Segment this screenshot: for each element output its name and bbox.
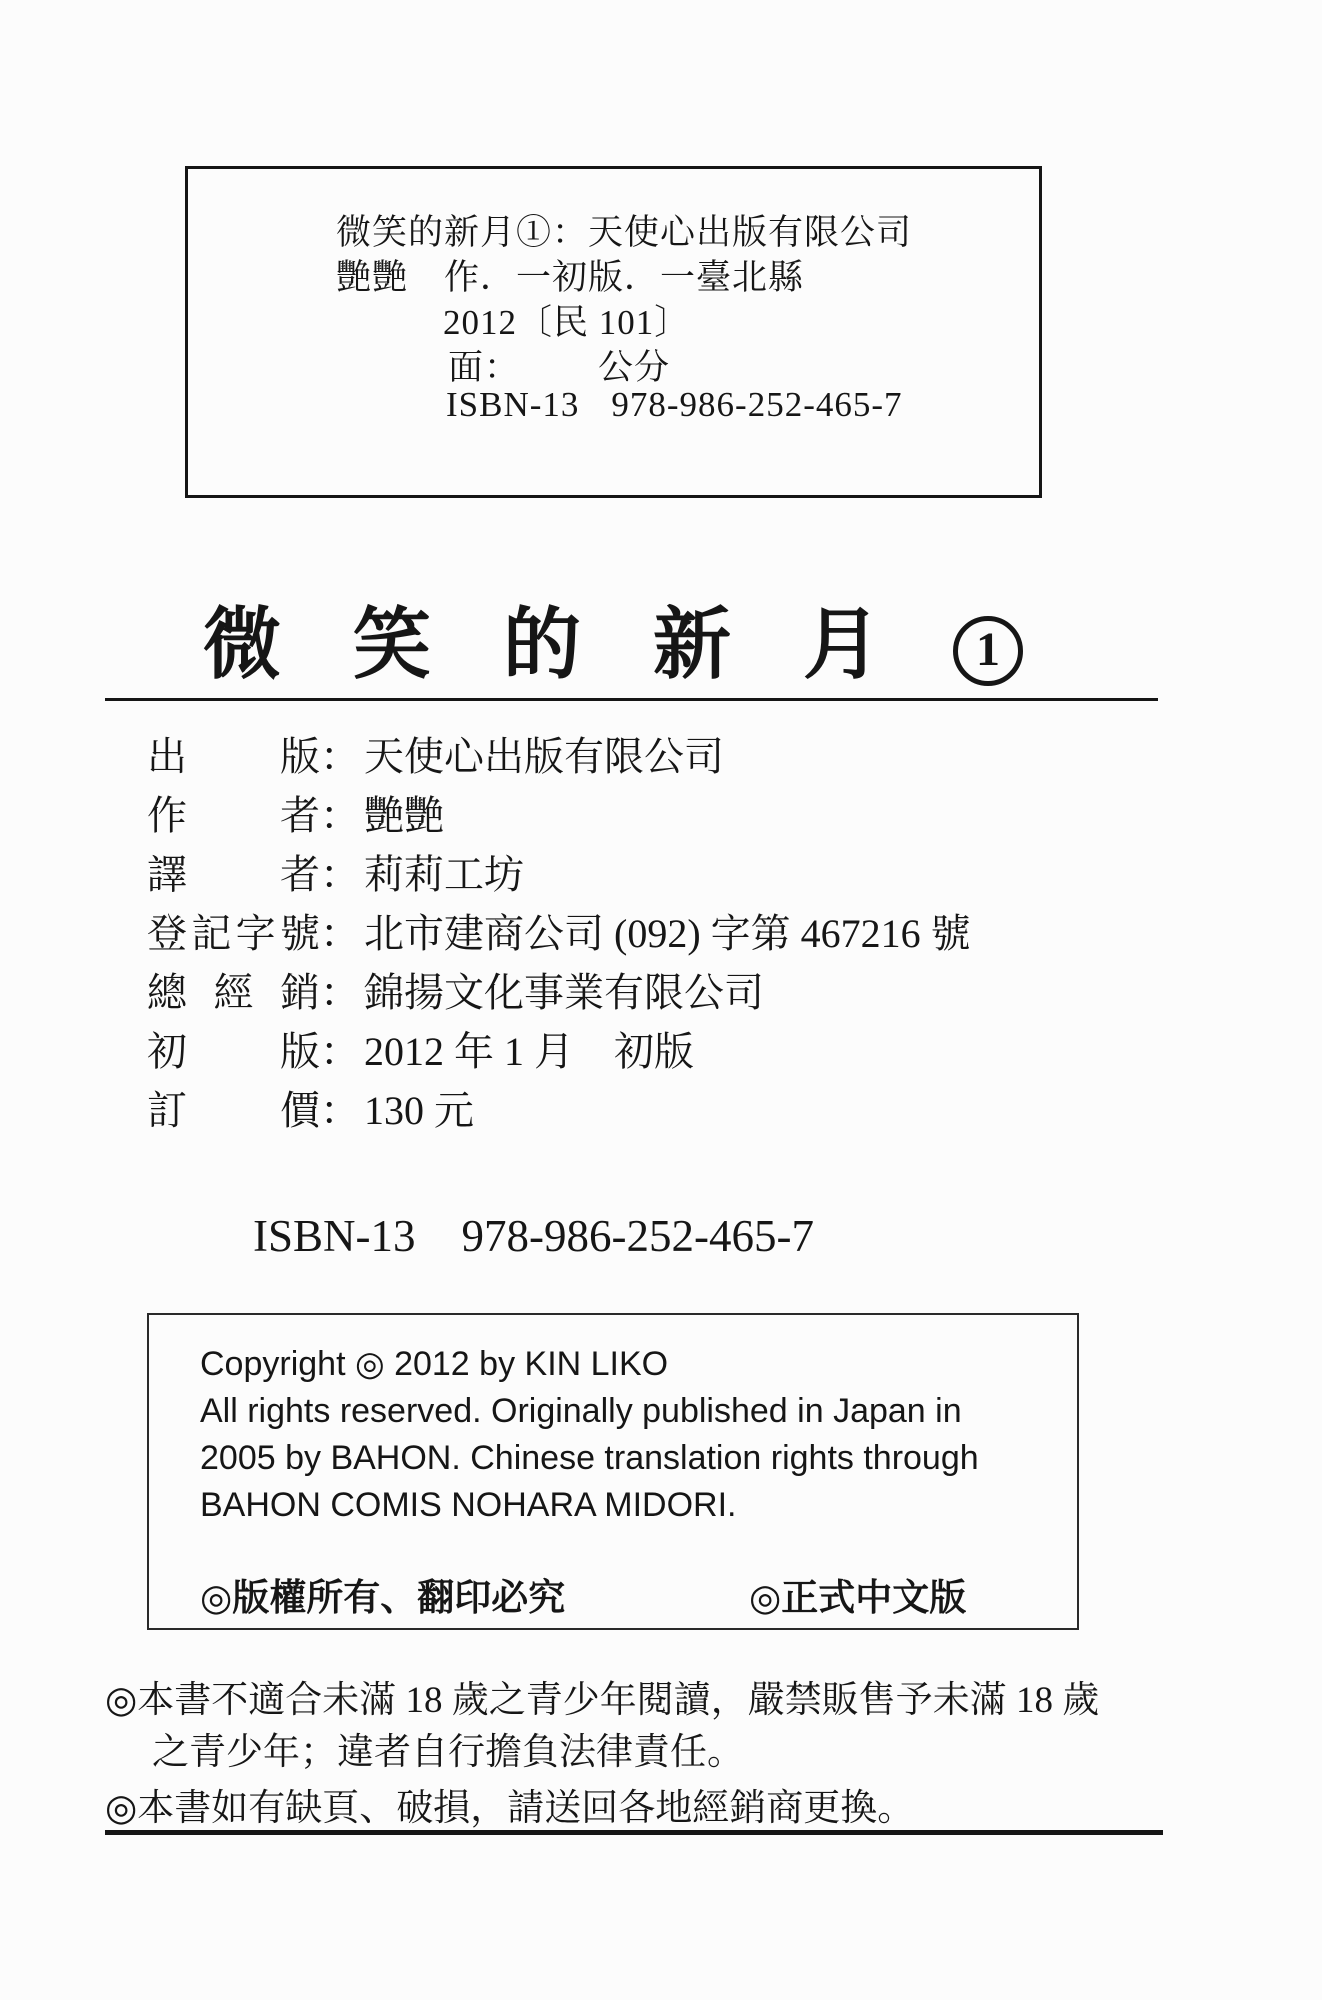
cip-isbn-line	[446, 385, 903, 425]
copyright-line-4: BAHON COMIS NOHARA MIDORI.	[200, 1486, 737, 1524]
cip-title-line: 微笑的新月①：天使心出版有限公司	[336, 213, 913, 252]
cip-box	[185, 166, 1042, 498]
copyright-line-3: 2005 by BAHON. Chinese translation rights through	[200, 1439, 979, 1477]
age-restriction-note-line-1: ◎本書不適合未滿 18 歲之青少年閱讀，嚴禁販售予未滿 18 歲	[105, 1680, 1100, 1721]
isbn-line	[253, 1210, 814, 1262]
detail-row-distributor	[147, 963, 971, 1022]
detail-value: 北市建商公司 (092) 字第 467216 號	[364, 911, 971, 956]
bottom-divider-rule	[105, 1830, 1163, 1835]
copyright-english-text	[200, 1341, 979, 1529]
detail-separator: ：	[320, 1029, 360, 1074]
age-restriction-note-line-2: 之青少年；違者自行擔負法律責任。	[152, 1732, 744, 1773]
detail-separator: ：	[320, 970, 360, 1015]
detail-row-author	[147, 786, 971, 845]
book-title-text: 微笑的新月	[203, 601, 954, 688]
isbn-value: 978-986-252-465-7	[461, 1211, 814, 1261]
detail-value: 2012 年 1 月 初版	[364, 1029, 694, 1074]
detail-row-registration	[147, 904, 971, 963]
detail-label: 作者	[147, 793, 320, 838]
detail-label: 登記字號	[147, 911, 320, 956]
isbn-label: ISBN-13	[253, 1211, 416, 1261]
copyright-line-2: All rights reserved. Originally published in Japan in	[200, 1392, 962, 1430]
detail-value: 130 元	[364, 1088, 474, 1133]
replacement-note: ◎本書如有缺頁、破損，請送回各地經銷商更換。	[105, 1788, 915, 1829]
publication-details	[147, 727, 971, 1140]
copyright-box	[147, 1313, 1079, 1630]
detail-label: 譯者	[147, 852, 320, 897]
cip-isbn-label: ISBN-13	[446, 385, 580, 424]
detail-separator: ：	[320, 911, 360, 956]
cip-format-label: 面：	[448, 348, 521, 387]
cip-isbn-value: 978-986-252-465-7	[611, 385, 903, 424]
detail-row-edition	[147, 1022, 971, 1081]
detail-label: 出版	[147, 734, 320, 779]
cip-year-line: 2012〔民 101〕	[443, 303, 691, 342]
detail-row-price	[147, 1081, 971, 1140]
detail-row-publisher	[147, 727, 971, 786]
detail-value: 艷艷	[364, 793, 444, 838]
cip-format-line	[448, 340, 670, 390]
detail-separator: ：	[320, 852, 360, 897]
detail-label: 訂價	[147, 1088, 320, 1133]
detail-value: 天使心出版有限公司	[364, 734, 724, 779]
cip-format-value: 公分	[598, 348, 671, 387]
detail-row-translator	[147, 845, 971, 904]
detail-label: 初版	[147, 1029, 320, 1074]
detail-value: 錦揚文化事業有限公司	[364, 970, 764, 1015]
detail-value: 莉莉工坊	[364, 852, 524, 897]
book-title	[203, 582, 1023, 694]
detail-separator: ：	[320, 1088, 360, 1133]
copyright-line-1: Copyright ◎ 2012 by KIN LIKO	[200, 1345, 669, 1383]
official-chinese-edition-notice: ◎正式中文版	[749, 1578, 967, 1619]
rights-reserved-notice: ◎版權所有、翻印必究	[200, 1578, 566, 1619]
title-divider-rule	[105, 698, 1158, 701]
detail-separator: ：	[320, 734, 360, 779]
detail-label: 總經銷	[147, 970, 320, 1015]
cip-author-line: 艷艷 作．一初版．一臺北縣	[336, 258, 805, 297]
detail-separator: ：	[320, 793, 360, 838]
volume-number-badge: 1	[953, 616, 1023, 686]
